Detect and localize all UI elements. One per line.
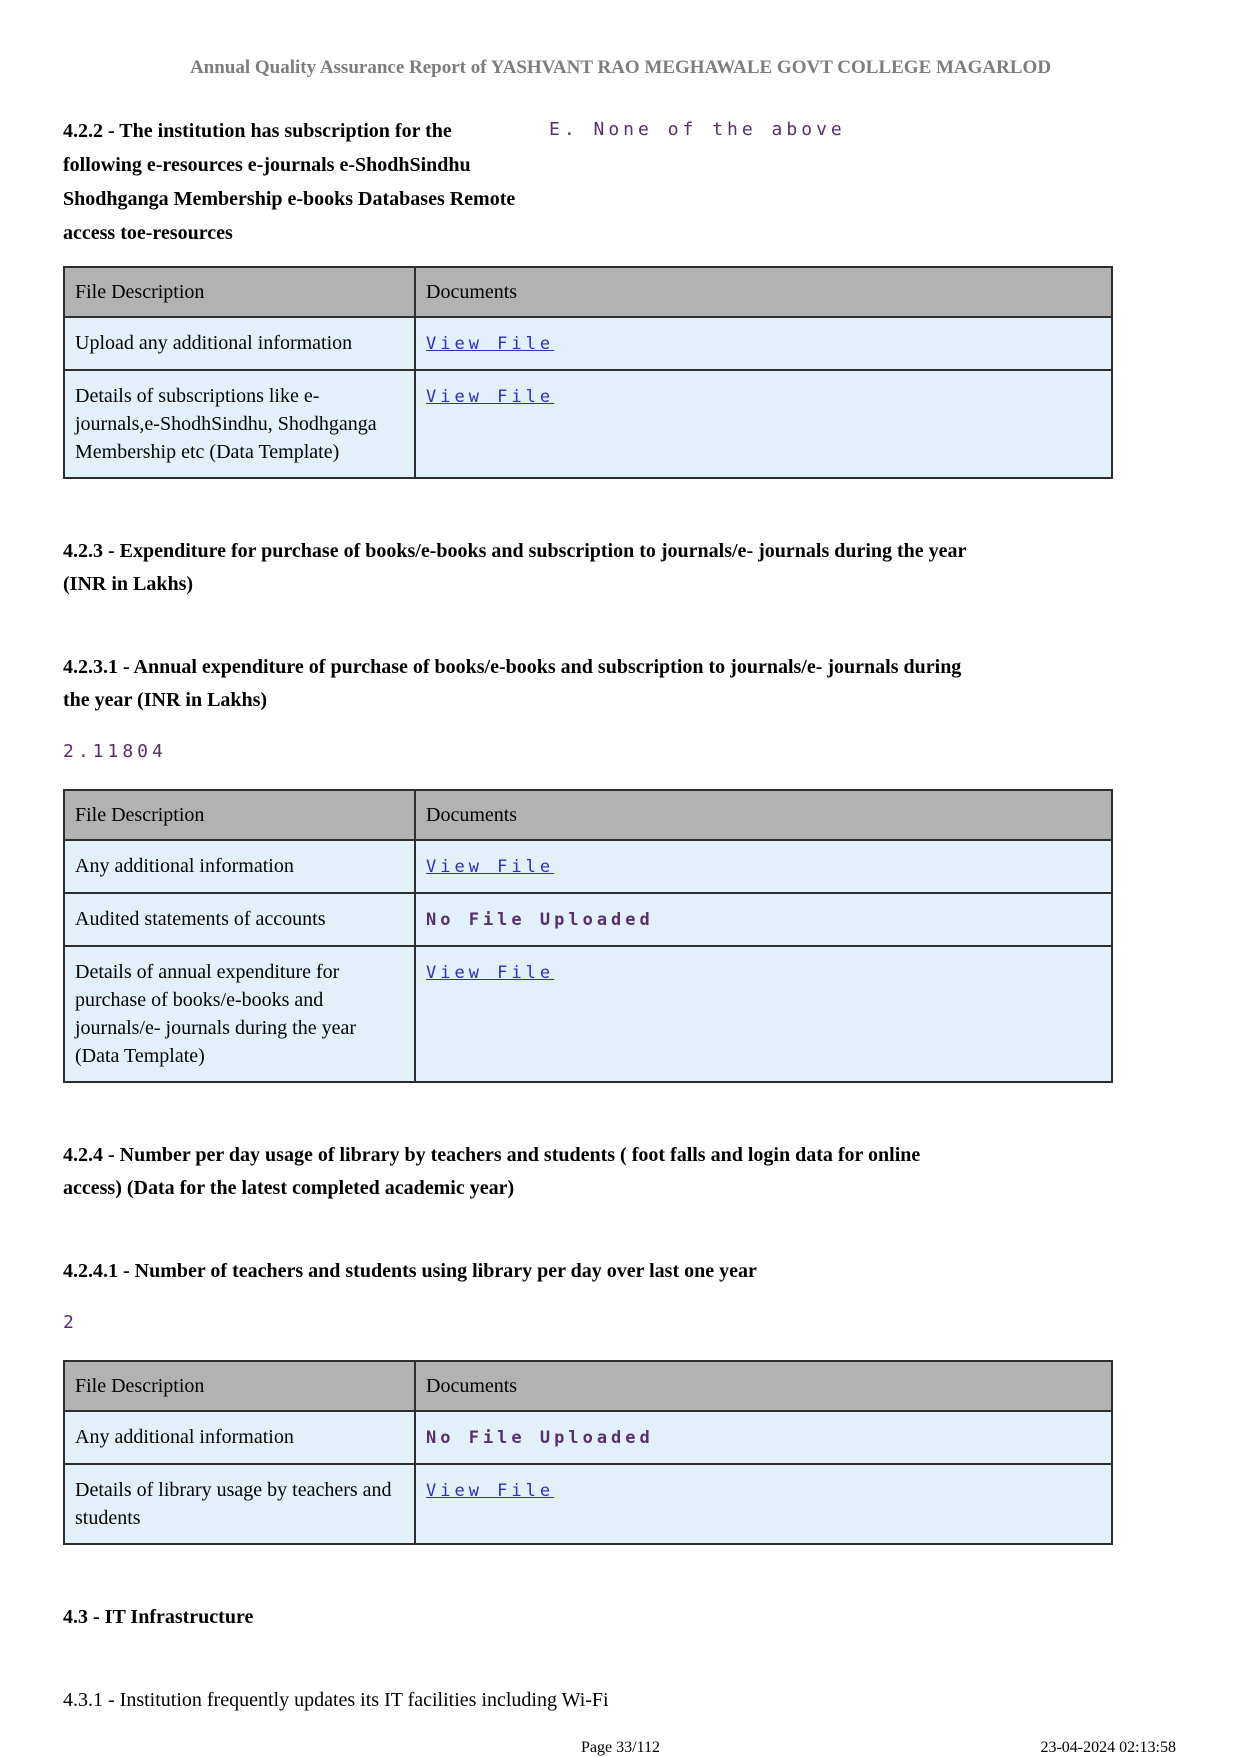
column-header-file-description: File Description bbox=[64, 267, 415, 317]
table-row bbox=[64, 893, 1112, 946]
question-4-2-2: 4.2.2 - The institution has subscription for the following e-resources e-journals e-ShodhSindhu Shodhganga Membership e-books Databases Remote access toe-resources bbox=[63, 120, 516, 244]
answer-4-2-3-1: 2.11804 bbox=[63, 741, 167, 762]
no-file-uploaded-text: No File Uploaded bbox=[426, 1428, 654, 1448]
view-file-link[interactable]: View File bbox=[426, 334, 555, 354]
table-row bbox=[64, 370, 1112, 478]
section-4-2-2 bbox=[63, 114, 1178, 250]
file-description-cell: Details of library usage by teachers and students bbox=[64, 1464, 415, 1544]
column-header-file-description: File Description bbox=[64, 1361, 415, 1411]
documents-cell bbox=[415, 893, 1112, 946]
documents-cell bbox=[415, 317, 1112, 370]
column-header-documents: Documents bbox=[415, 1361, 1112, 1411]
heading-4-2-4-1: 4.2.4.1 - Number of teachers and students using library per day over last one year bbox=[63, 1260, 757, 1282]
file-description-cell: Audited statements of accounts bbox=[64, 893, 415, 946]
file-description-cell: Details of annual expenditure for purchase of books/e-books and journals/e- journals during the year (Data Template) bbox=[64, 946, 415, 1082]
column-header-documents: Documents bbox=[415, 790, 1112, 840]
timestamp: 23-04-2024 02:13:58 bbox=[1040, 1739, 1176, 1756]
table-header-row bbox=[64, 267, 1112, 317]
table-header-row bbox=[64, 1361, 1112, 1411]
view-file-link[interactable]: View File bbox=[426, 857, 555, 877]
table-row bbox=[64, 840, 1112, 893]
answer-4-2-2: E. None of the above bbox=[549, 119, 846, 140]
heading-4-3: 4.3 - IT Infrastructure bbox=[63, 1606, 254, 1628]
file-table-4-2-2 bbox=[63, 266, 1113, 479]
heading-4-2-3: 4.2.3 - Expenditure for purchase of books/e-books and subscription to journals/e- journals during the year (INR in Lakhs) bbox=[63, 540, 967, 595]
file-table-4-2-4-1 bbox=[63, 1360, 1113, 1545]
heading-4-2-4: 4.2.4 - Number per day usage of library by teachers and students ( foot falls and login data for online access) (Data for the latest completed academic year) bbox=[63, 1144, 921, 1199]
answer-4-2-4-1: 2 bbox=[63, 1312, 78, 1333]
page-number: Page 33/112 bbox=[581, 1739, 660, 1756]
documents-cell bbox=[415, 1464, 1112, 1544]
view-file-link[interactable]: View File bbox=[426, 963, 555, 983]
file-description-cell: Upload any additional information bbox=[64, 317, 415, 370]
view-file-link[interactable]: View File bbox=[426, 1481, 555, 1501]
documents-cell bbox=[415, 1411, 1112, 1464]
heading-4-3-1: 4.3.1 - Institution frequently updates its IT facilities including Wi-Fi bbox=[63, 1689, 609, 1711]
table-row bbox=[64, 1411, 1112, 1464]
file-table-4-2-3-1 bbox=[63, 789, 1113, 1083]
column-header-documents: Documents bbox=[415, 267, 1112, 317]
page-footer bbox=[63, 1739, 1178, 1757]
table-row bbox=[64, 946, 1112, 1082]
table-header-row bbox=[64, 790, 1112, 840]
view-file-link[interactable]: View File bbox=[426, 387, 555, 407]
report-title: Annual Quality Assurance Report of YASHVANT RAO MEGHAWALE GOVT COLLEGE MAGARLOD bbox=[189, 57, 1052, 78]
documents-cell bbox=[415, 370, 1112, 478]
file-description-cell: Any additional information bbox=[64, 840, 415, 893]
file-description-cell: Details of subscriptions like e-journals,e-ShodhSindhu, Shodhganga Membership etc (Data Template) bbox=[64, 370, 415, 478]
file-description-cell: Any additional information bbox=[64, 1411, 415, 1464]
no-file-uploaded-text: No File Uploaded bbox=[426, 910, 654, 930]
documents-cell bbox=[415, 946, 1112, 1082]
table-row bbox=[64, 317, 1112, 370]
heading-4-2-3-1: 4.2.3.1 - Annual expenditure of purchase of books/e-books and subscription to journals/e- journals during the year (INR in Lakhs) bbox=[63, 656, 962, 711]
table-row bbox=[64, 1464, 1112, 1544]
column-header-file-description: File Description bbox=[64, 790, 415, 840]
documents-cell bbox=[415, 840, 1112, 893]
